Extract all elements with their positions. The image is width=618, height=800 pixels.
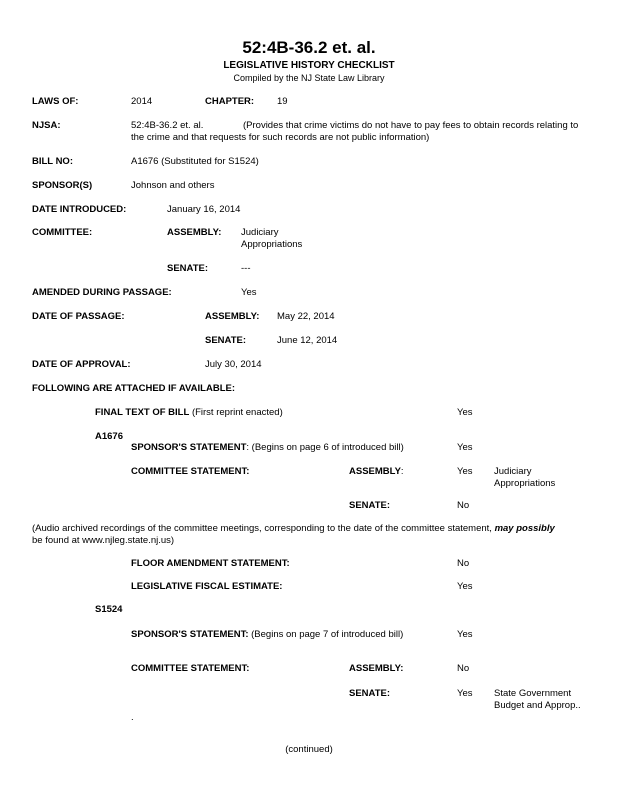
- s1524-assembly-label: ASSEMBLY:: [349, 663, 404, 674]
- laws-of-label: LAWS OF:: [32, 96, 79, 107]
- fiscal-estimate-value: Yes: [457, 581, 473, 592]
- floor-amendment-value: No: [457, 558, 470, 569]
- chapter-value: 19: [277, 96, 288, 107]
- compiled-by: Compiled by the NJ State Law Library: [233, 73, 385, 83]
- njsa-value: 52:4B-36.2 et. al.: [131, 120, 204, 131]
- bill-no-label: BILL NO:: [32, 156, 73, 167]
- s1524-senate-value: Yes: [457, 688, 473, 699]
- committee-senate-value: ---: [241, 263, 251, 274]
- audio-note-text: (Audio archived recordings of the committee meetings, corresponding to the date of the committee statement,: [32, 523, 495, 534]
- stray-mark: .: [131, 712, 134, 723]
- committee-assembly-value-2: Appropriations: [241, 239, 303, 250]
- s1524-senate-committee-1: State Government: [494, 688, 572, 699]
- a1676-senate-value: No: [457, 500, 470, 511]
- bill-no-value: A1676 (Substituted for S1524): [131, 156, 259, 167]
- passage-assembly-label: ASSEMBLY:: [205, 311, 260, 322]
- date-introduced-label: DATE INTRODUCED:: [32, 204, 127, 215]
- passage-assembly-value: May 22, 2014: [277, 311, 335, 322]
- audio-note-emphasis: may possibly: [494, 523, 555, 534]
- page-title: 52:4B-36.2 et. al.: [242, 38, 376, 57]
- date-of-approval-value: July 30, 2014: [205, 359, 262, 370]
- final-text-note: (First reprint enacted): [191, 407, 283, 418]
- a1676-senate-label: SENATE:: [349, 500, 390, 511]
- s1524-sponsor-statement-row: [131, 629, 403, 641]
- s1524-senate-committee-2: Budget and Approp..: [494, 700, 581, 711]
- committee-assembly-label: ASSEMBLY:: [167, 227, 222, 238]
- date-of-approval-label: DATE OF APPROVAL:: [32, 359, 131, 370]
- a1676-sponsor-statement-label: SPONSOR'S STATEMENT: [131, 442, 247, 453]
- continued-footer: (continued): [285, 744, 333, 755]
- a1676-assembly-value: Yes: [457, 466, 473, 477]
- audio-note-line2: be found at www.njleg.state.nj.us): [32, 535, 175, 546]
- checklist-heading: LEGISLATIVE HISTORY CHECKLIST: [223, 60, 395, 71]
- attached-heading: FOLLOWING ARE ATTACHED IF AVAILABLE:: [32, 383, 235, 394]
- a1676-assembly-committee-1: Judiciary: [494, 466, 532, 477]
- a1676-committee-statement-label: COMMITTEE STATEMENT:: [131, 466, 250, 477]
- njsa-description-line1: (Provides that crime victims do not have to pay fees to obtain records relating to: [243, 120, 579, 131]
- final-text-label: FINAL TEXT OF BILL: [95, 407, 190, 418]
- s1524-sponsor-statement-note: (Begins on page 7 of introduced bill): [248, 629, 404, 640]
- audio-note-line1: [32, 523, 555, 535]
- a1676-assembly-colon: :: [400, 466, 404, 477]
- njsa-description-line2: the crime and that requests for such records are not public information): [131, 132, 430, 143]
- passage-senate-label: SENATE:: [205, 335, 246, 346]
- fiscal-estimate-label: LEGISLATIVE FISCAL ESTIMATE:: [131, 581, 283, 592]
- a1676-assembly-committee-2: Appropriations: [494, 478, 556, 489]
- s1524-senate-label: SENATE:: [349, 688, 390, 699]
- laws-of-value: 2014: [131, 96, 153, 107]
- a1676-assembly-label: ASSEMBLY: [349, 466, 401, 477]
- date-introduced-value: January 16, 2014: [167, 204, 241, 215]
- s1524-sponsor-statement-label: SPONSOR'S STATEMENT:: [131, 629, 249, 640]
- floor-amendment-label: FLOOR AMENDMENT STATEMENT:: [131, 558, 290, 569]
- a1676-assembly-row: [349, 466, 404, 478]
- sponsors-label: SPONSOR(S): [32, 180, 93, 191]
- final-text-value: Yes: [457, 407, 473, 418]
- s1524-sponsor-statement-value: Yes: [457, 629, 473, 640]
- a1676-label: A1676: [95, 431, 123, 442]
- s1524-assembly-value: No: [457, 663, 470, 674]
- njsa-label: NJSA:: [32, 120, 61, 131]
- committee-senate-label: SENATE:: [167, 263, 208, 274]
- s1524-committee-statement-label: COMMITTEE STATEMENT:: [131, 663, 250, 674]
- committee-label: COMMITTEE:: [32, 227, 93, 238]
- committee-assembly-value-1: Judiciary: [241, 227, 279, 238]
- passage-senate-value: June 12, 2014: [277, 335, 338, 346]
- chapter-label: CHAPTER:: [205, 96, 255, 107]
- a1676-sponsor-statement-row: [131, 442, 404, 454]
- a1676-sponsor-statement-value: Yes: [457, 442, 473, 453]
- a1676-sponsor-statement-note: : (Begins on page 6 of introduced bill): [246, 442, 404, 453]
- amended-label: AMENDED DURING PASSAGE:: [32, 287, 172, 298]
- amended-value: Yes: [241, 287, 257, 298]
- s1524-label: S1524: [95, 604, 123, 615]
- sponsors-value: Johnson and others: [131, 180, 215, 191]
- final-text-row: [95, 407, 283, 419]
- date-of-passage-label: DATE OF PASSAGE:: [32, 311, 125, 322]
